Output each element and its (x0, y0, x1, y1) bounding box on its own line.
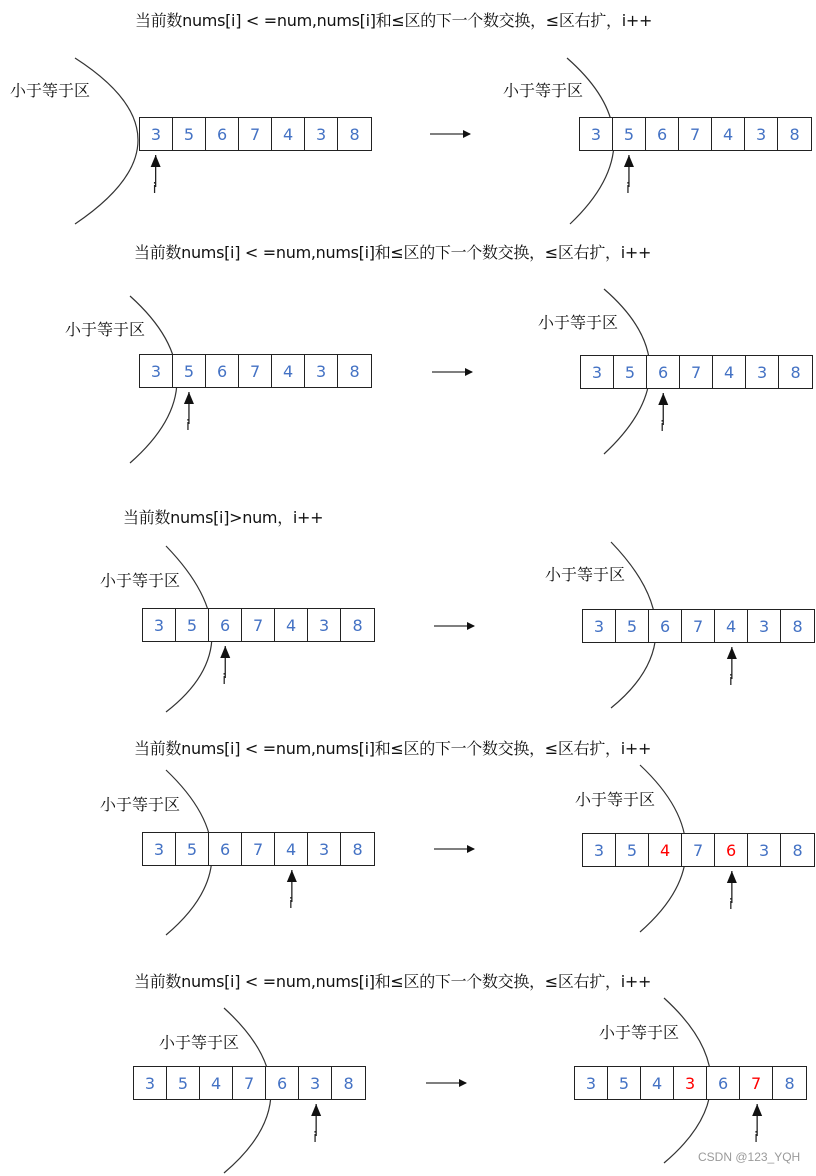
array-cell: 8 (792, 840, 803, 860)
array-cell: 3 (299, 1067, 332, 1099)
step-title: 当前数nums[i] < =num,nums[i]和≤区的下一个数交换，≤区右扩，i++ (134, 243, 652, 262)
array-cell: 3 (748, 610, 781, 642)
zone-label: 小于等于区 (65, 320, 146, 339)
array-cell-swapped: 4 (649, 834, 682, 866)
array-cell: 7 (682, 610, 715, 642)
array-cell: 7 (233, 1067, 266, 1099)
array-before (142, 832, 375, 866)
array-cell: 5 (176, 833, 209, 865)
array-cell: 5 (613, 118, 646, 150)
pointer-label: i (660, 419, 665, 435)
pointer-label: i (152, 181, 157, 197)
array-cell: 6 (206, 118, 239, 150)
array-cell: 4 (641, 1067, 674, 1099)
up-arrow-icon (184, 392, 194, 404)
pointer-label: i (728, 897, 733, 913)
array-cell: 8 (792, 616, 803, 636)
step-title: 当前数nums[i] < =num,nums[i]和≤区的下一个数交换，≤区右扩，i++ (134, 972, 652, 991)
array-cell: 3 (748, 834, 781, 866)
array-cell: 4 (200, 1067, 233, 1099)
array-cell: 7 (242, 833, 275, 865)
up-arrow-icon (727, 871, 737, 883)
array-cell: 6 (647, 356, 680, 388)
array-cell: 3 (580, 118, 613, 150)
array-after (574, 1066, 807, 1100)
array-cell: 3 (581, 356, 614, 388)
array-cell: 4 (712, 118, 745, 150)
array-cell: 8 (784, 1073, 795, 1093)
array-cell: 7 (242, 609, 275, 641)
zone-label: 小于等于区 (159, 1033, 240, 1052)
zone-label: 小于等于区 (575, 790, 656, 809)
array-cell: 6 (646, 118, 679, 150)
pointer-label: i (754, 1130, 759, 1146)
up-arrow-icon (311, 1104, 321, 1116)
zone-label: 小于等于区 (538, 313, 619, 332)
array-cell: 4 (272, 118, 305, 150)
array-cell: 7 (239, 118, 272, 150)
up-arrow-icon (727, 647, 737, 659)
up-arrow-icon (624, 155, 634, 167)
array-cell-swapped: 7 (740, 1067, 773, 1099)
array-cell: 3 (308, 609, 341, 641)
array-after (580, 355, 813, 389)
up-arrow-icon (658, 393, 668, 405)
array-cell: 6 (209, 833, 242, 865)
array-cell-swapped: 3 (674, 1067, 707, 1099)
array-cell: 3 (746, 356, 779, 388)
array-cell: 4 (275, 833, 308, 865)
step-title: 当前数nums[i] < =num,nums[i]和≤区的下一个数交换，≤区右扩，i++ (135, 11, 653, 30)
zone-label: 小于等于区 (545, 565, 626, 584)
array-cell: 3 (745, 118, 778, 150)
array-cell: 8 (352, 839, 363, 859)
up-arrow-icon (151, 155, 161, 167)
array-cell: 3 (305, 118, 338, 150)
array-cell: 4 (272, 355, 305, 387)
array-cell: 4 (275, 609, 308, 641)
array-cell: 8 (789, 124, 800, 144)
pointer-label: i (313, 1130, 318, 1146)
array-cell-swapped: 6 (715, 834, 748, 866)
array-cell: 3 (305, 355, 338, 387)
array-cell: 6 (707, 1067, 740, 1099)
array-after (582, 609, 815, 643)
zone-label: 小于等于区 (503, 81, 584, 100)
up-arrow-icon (220, 646, 230, 658)
array-cell: 5 (176, 609, 209, 641)
array-cell: 5 (614, 356, 647, 388)
pointer-label: i (625, 181, 630, 197)
array-cell: 3 (143, 833, 176, 865)
array-cell: 6 (649, 610, 682, 642)
array-before (139, 354, 372, 388)
array-cell: 8 (349, 124, 360, 144)
array-cell: 4 (713, 356, 746, 388)
array-cell: 6 (266, 1067, 299, 1099)
array-cell: 8 (790, 362, 801, 382)
up-arrow-icon (752, 1104, 762, 1116)
array-cell: 3 (143, 609, 176, 641)
array-before (139, 117, 372, 151)
array-cell: 5 (616, 610, 649, 642)
watermark: CSDN @123_YQH (698, 1150, 801, 1164)
pointer-label: i (222, 672, 227, 688)
array-after (582, 833, 815, 867)
array-cell: 3 (140, 355, 173, 387)
step-title: 当前数nums[i]>num，i++ (123, 508, 324, 527)
array-after (579, 117, 812, 151)
array-cell: 7 (239, 355, 272, 387)
array-cell: 5 (616, 834, 649, 866)
array-cell: 7 (682, 834, 715, 866)
array-cell: 5 (173, 355, 206, 387)
array-cell: 3 (575, 1067, 608, 1099)
array-cell: 3 (140, 118, 173, 150)
pointer-label: i (288, 896, 293, 912)
pointer-label: i (185, 418, 190, 434)
array-cell: 8 (352, 615, 363, 635)
array-cell: 5 (173, 118, 206, 150)
zone-label: 小于等于区 (599, 1023, 680, 1042)
array-cell: 4 (715, 610, 748, 642)
array-cell: 6 (206, 355, 239, 387)
array-before (142, 608, 375, 642)
pointer-label: i (728, 673, 733, 689)
zone-label: 小于等于区 (10, 81, 91, 100)
zone-label: 小于等于区 (100, 571, 181, 590)
zone-label: 小于等于区 (100, 795, 181, 814)
array-cell: 5 (167, 1067, 200, 1099)
array-cell: 3 (583, 834, 616, 866)
array-cell: 3 (134, 1067, 167, 1099)
array-cell: 8 (343, 1073, 354, 1093)
up-arrow-icon (287, 870, 297, 882)
array-cell: 5 (608, 1067, 641, 1099)
step-title: 当前数nums[i] < =num,nums[i]和≤区的下一个数交换，≤区右扩，i++ (134, 739, 652, 758)
array-cell: 8 (349, 361, 360, 381)
array-cell: 7 (679, 118, 712, 150)
array-cell: 3 (583, 610, 616, 642)
array-cell: 6 (209, 609, 242, 641)
array-cell: 7 (680, 356, 713, 388)
array-cell: 3 (308, 833, 341, 865)
array-before (133, 1066, 366, 1100)
